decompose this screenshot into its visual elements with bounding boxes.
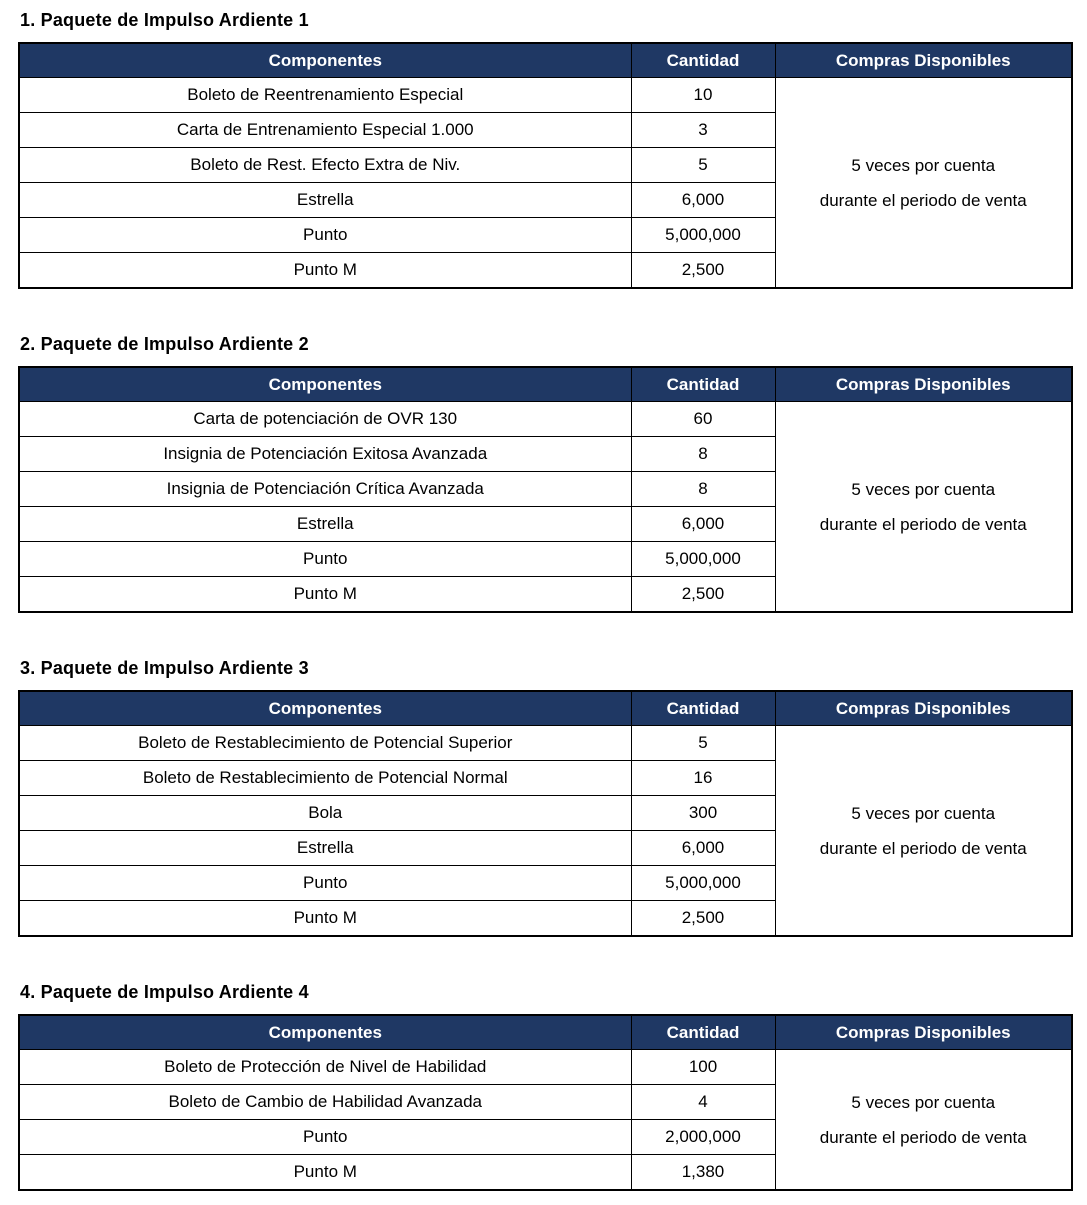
column-header-purchases: Compras Disponibles bbox=[775, 1015, 1072, 1050]
quantity-cell: 3 bbox=[631, 113, 775, 148]
column-header-purchases: Compras Disponibles bbox=[775, 691, 1072, 726]
component-cell: Punto bbox=[19, 218, 631, 253]
component-cell: Boleto de Rest. Efecto Extra de Niv. bbox=[19, 148, 631, 183]
quantity-cell: 5,000,000 bbox=[631, 542, 775, 577]
quantity-cell: 2,500 bbox=[631, 253, 775, 289]
component-cell: Estrella bbox=[19, 831, 631, 866]
section-title: 1. Paquete de Impulso Ardiente 1 bbox=[20, 10, 309, 30]
table-header-row bbox=[19, 43, 1072, 78]
package-table-3 bbox=[18, 690, 1073, 937]
table-header-row bbox=[19, 691, 1072, 726]
component-cell: Insignia de Potenciación Exitosa Avanzada bbox=[19, 437, 631, 472]
purchase-note-line2: durante el periodo de venta bbox=[819, 190, 1027, 210]
component-cell: Boleto de Protección de Nivel de Habilidad bbox=[19, 1050, 631, 1085]
quantity-cell: 16 bbox=[631, 761, 775, 796]
package-section-3 bbox=[18, 657, 1071, 937]
purchase-note-line1: 5 veces por cuenta bbox=[851, 155, 996, 175]
package-table-4 bbox=[18, 1014, 1073, 1191]
quantity-cell: 1,380 bbox=[631, 1155, 775, 1191]
component-cell: Boleto de Restablecimiento de Potencial Normal bbox=[19, 761, 631, 796]
component-cell: Punto M bbox=[19, 901, 631, 937]
component-cell: Punto M bbox=[19, 253, 631, 289]
component-cell: Punto bbox=[19, 542, 631, 577]
quantity-cell: 6,000 bbox=[631, 831, 775, 866]
package-section-2 bbox=[18, 333, 1071, 613]
quantity-cell: 2,000,000 bbox=[631, 1120, 775, 1155]
purchase-note-line2: durante el periodo de venta bbox=[819, 1127, 1027, 1147]
purchase-note-line1: 5 veces por cuenta bbox=[851, 479, 996, 499]
purchase-note-line1: 5 veces por cuenta bbox=[851, 803, 996, 823]
purchases-cell bbox=[775, 726, 1072, 937]
component-cell: Estrella bbox=[19, 507, 631, 542]
section-title: 4. Paquete de Impulso Ardiente 4 bbox=[20, 982, 309, 1002]
purchases-cell bbox=[775, 1050, 1072, 1191]
quantity-cell: 6,000 bbox=[631, 507, 775, 542]
column-header-quantity: Cantidad bbox=[631, 691, 775, 726]
table-header-row bbox=[19, 367, 1072, 402]
quantity-cell: 2,500 bbox=[631, 577, 775, 613]
quantity-cell: 5 bbox=[631, 148, 775, 183]
package-section-1 bbox=[18, 9, 1071, 289]
quantity-cell: 5,000,000 bbox=[631, 866, 775, 901]
purchase-note-line1: 5 veces por cuenta bbox=[851, 1092, 996, 1112]
column-header-components: Componentes bbox=[19, 367, 631, 402]
component-cell: Punto M bbox=[19, 1155, 631, 1191]
quantity-cell: 4 bbox=[631, 1085, 775, 1120]
component-cell: Punto bbox=[19, 866, 631, 901]
component-cell: Carta de Entrenamiento Especial 1.000 bbox=[19, 113, 631, 148]
quantity-cell: 5 bbox=[631, 726, 775, 761]
component-cell: Boleto de Restablecimiento de Potencial Superior bbox=[19, 726, 631, 761]
column-header-quantity: Cantidad bbox=[631, 1015, 775, 1050]
purchase-note-line2: durante el periodo de venta bbox=[819, 838, 1027, 858]
component-cell: Bola bbox=[19, 796, 631, 831]
quantity-cell: 5,000,000 bbox=[631, 218, 775, 253]
component-cell: Insignia de Potenciación Crítica Avanzada bbox=[19, 472, 631, 507]
component-cell: Punto M bbox=[19, 577, 631, 613]
table-header-row bbox=[19, 1015, 1072, 1050]
quantity-cell: 2,500 bbox=[631, 901, 775, 937]
table-row bbox=[19, 1050, 1072, 1085]
quantity-cell: 6,000 bbox=[631, 183, 775, 218]
quantity-cell: 8 bbox=[631, 472, 775, 507]
package-table-1 bbox=[18, 42, 1073, 289]
column-header-components: Componentes bbox=[19, 43, 631, 78]
purchases-cell bbox=[775, 402, 1072, 613]
column-header-components: Componentes bbox=[19, 691, 631, 726]
purchase-note-line2: durante el periodo de venta bbox=[819, 514, 1027, 534]
table-row bbox=[19, 78, 1072, 113]
table-row bbox=[19, 726, 1072, 761]
component-cell: Boleto de Cambio de Habilidad Avanzada bbox=[19, 1085, 631, 1120]
quantity-cell: 10 bbox=[631, 78, 775, 113]
quantity-cell: 300 bbox=[631, 796, 775, 831]
quantity-cell: 60 bbox=[631, 402, 775, 437]
component-cell: Estrella bbox=[19, 183, 631, 218]
column-header-quantity: Cantidad bbox=[631, 43, 775, 78]
quantity-cell: 8 bbox=[631, 437, 775, 472]
component-cell: Boleto de Reentrenamiento Especial bbox=[19, 78, 631, 113]
package-section-4 bbox=[18, 981, 1071, 1191]
package-table-2 bbox=[18, 366, 1073, 613]
table-row bbox=[19, 402, 1072, 437]
column-header-purchases: Compras Disponibles bbox=[775, 367, 1072, 402]
section-title: 3. Paquete de Impulso Ardiente 3 bbox=[20, 658, 309, 678]
component-cell: Punto bbox=[19, 1120, 631, 1155]
purchases-cell bbox=[775, 78, 1072, 289]
component-cell: Carta de potenciación de OVR 130 bbox=[19, 402, 631, 437]
column-header-components: Componentes bbox=[19, 1015, 631, 1050]
quantity-cell: 100 bbox=[631, 1050, 775, 1085]
section-title: 2. Paquete de Impulso Ardiente 2 bbox=[20, 334, 309, 354]
column-header-quantity: Cantidad bbox=[631, 367, 775, 402]
column-header-purchases: Compras Disponibles bbox=[775, 43, 1072, 78]
